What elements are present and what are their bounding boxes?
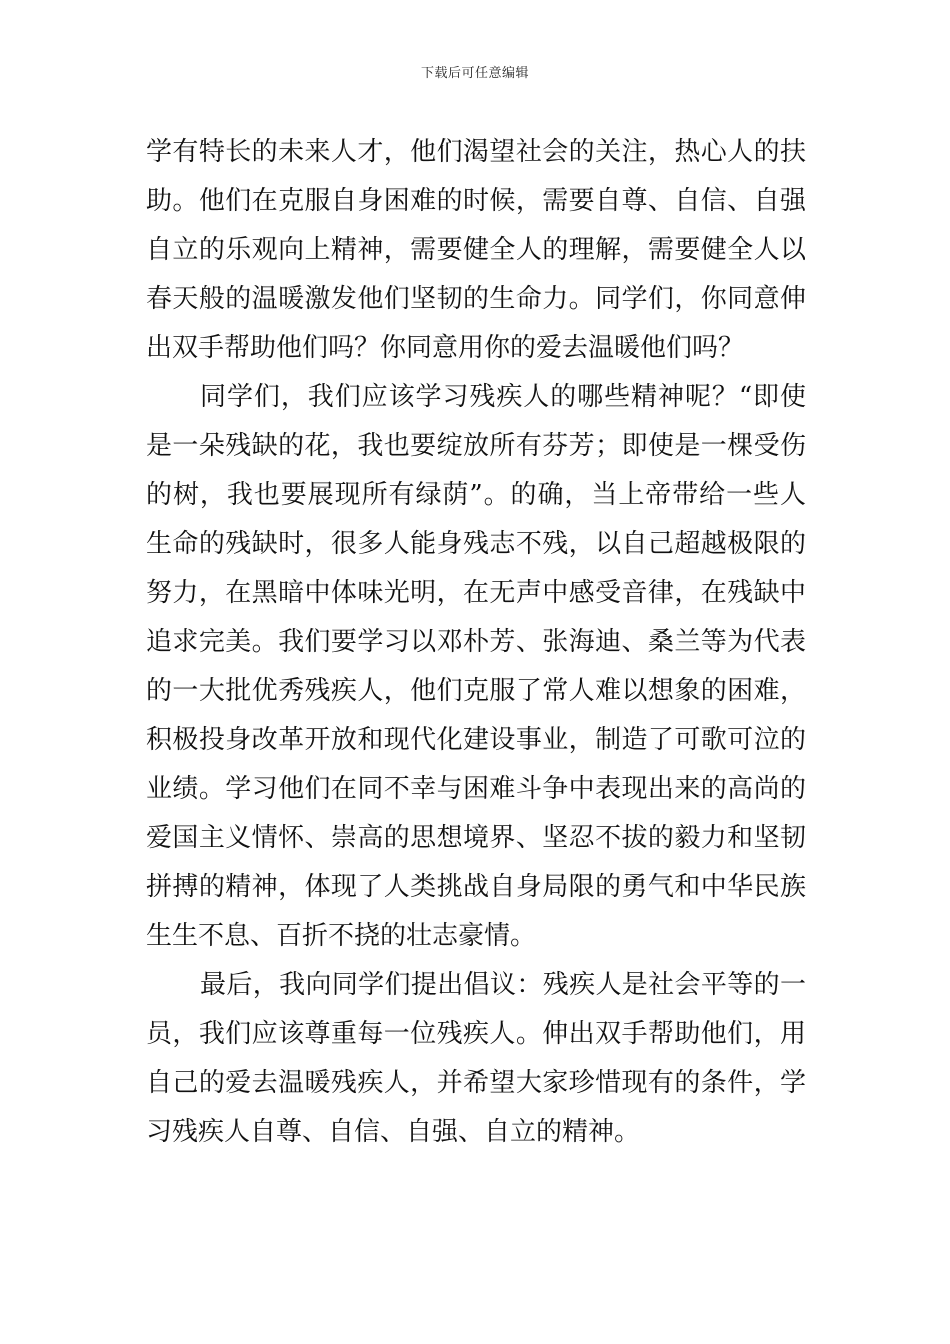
text-line: 出双手帮助他们吗？你同意用你的爱去温暖他们吗？ (146, 333, 745, 363)
text-line: 爱国主义情怀、崇高的思想境界、坚忍不拔的毅力和坚韧 (146, 823, 806, 853)
text-line: 春天般的温暖激发他们坚韧的生命力。同学们，你同意伸 (146, 284, 806, 314)
text-line: 生命的残缺时，很多人能身残志不残，以自己超越极限的 (146, 529, 806, 559)
text-line: 的树，我也要展现所有绿荫”。的确，当上帝带给一些人 (146, 480, 806, 510)
text-line: 最后，我向同学们提出倡议：残疾人是社会平等的一 (200, 970, 806, 1000)
text-line: 自立的乐观向上精神，需要健全人的理解，需要健全人以 (146, 235, 806, 265)
text-line: 努力，在黑暗中体味光明，在无声中感受音律，在残缺中 (146, 578, 806, 608)
text-line: 的一大批优秀残疾人，他们克服了常人难以想象的困难， (146, 676, 806, 706)
paragraph-1 (146, 128, 806, 373)
text-line: 积极投身改革开放和现代化建设事业，制造了可歌可泣的 (146, 725, 806, 755)
document-body (146, 128, 806, 1157)
text-line: 自己的爱去温暖残疾人，并希望大家珍惜现有的条件，学 (146, 1068, 806, 1098)
page-header: 下载后可任意编辑 (420, 66, 529, 81)
text-line: 同学们，我们应该学习残疾人的哪些精神呢？“即使 (200, 382, 806, 412)
text-line: 助。他们在克服自身困难的时候，需要自尊、自信、自强 (146, 186, 806, 216)
text-line: 是一朵残缺的花，我也要绽放所有芬芳；即使是一棵受伤 (146, 431, 806, 461)
text-line: 追求完美。我们要学习以邓朴芳、张海迪、桑兰等为代表 (146, 627, 806, 657)
text-line: 员，我们应该尊重每一位残疾人。伸出双手帮助他们，用 (146, 1019, 806, 1049)
paragraph-3 (146, 961, 806, 1157)
text-line: 生生不息、百折不挠的壮志豪情。 (146, 921, 537, 951)
text-line: 习残疾人自尊、自信、自强、自立的精神。 (146, 1117, 641, 1147)
text-line: 业绩。学习他们在同不幸与困难斗争中表现出来的高尚的 (146, 774, 806, 804)
text-line: 拼搏的精神，体现了人类挑战自身局限的勇气和中华民族 (146, 872, 806, 902)
text-line: 学有特长的未来人才，他们渴望社会的关注，热心人的扶 (146, 137, 806, 167)
paragraph-2 (146, 373, 806, 961)
